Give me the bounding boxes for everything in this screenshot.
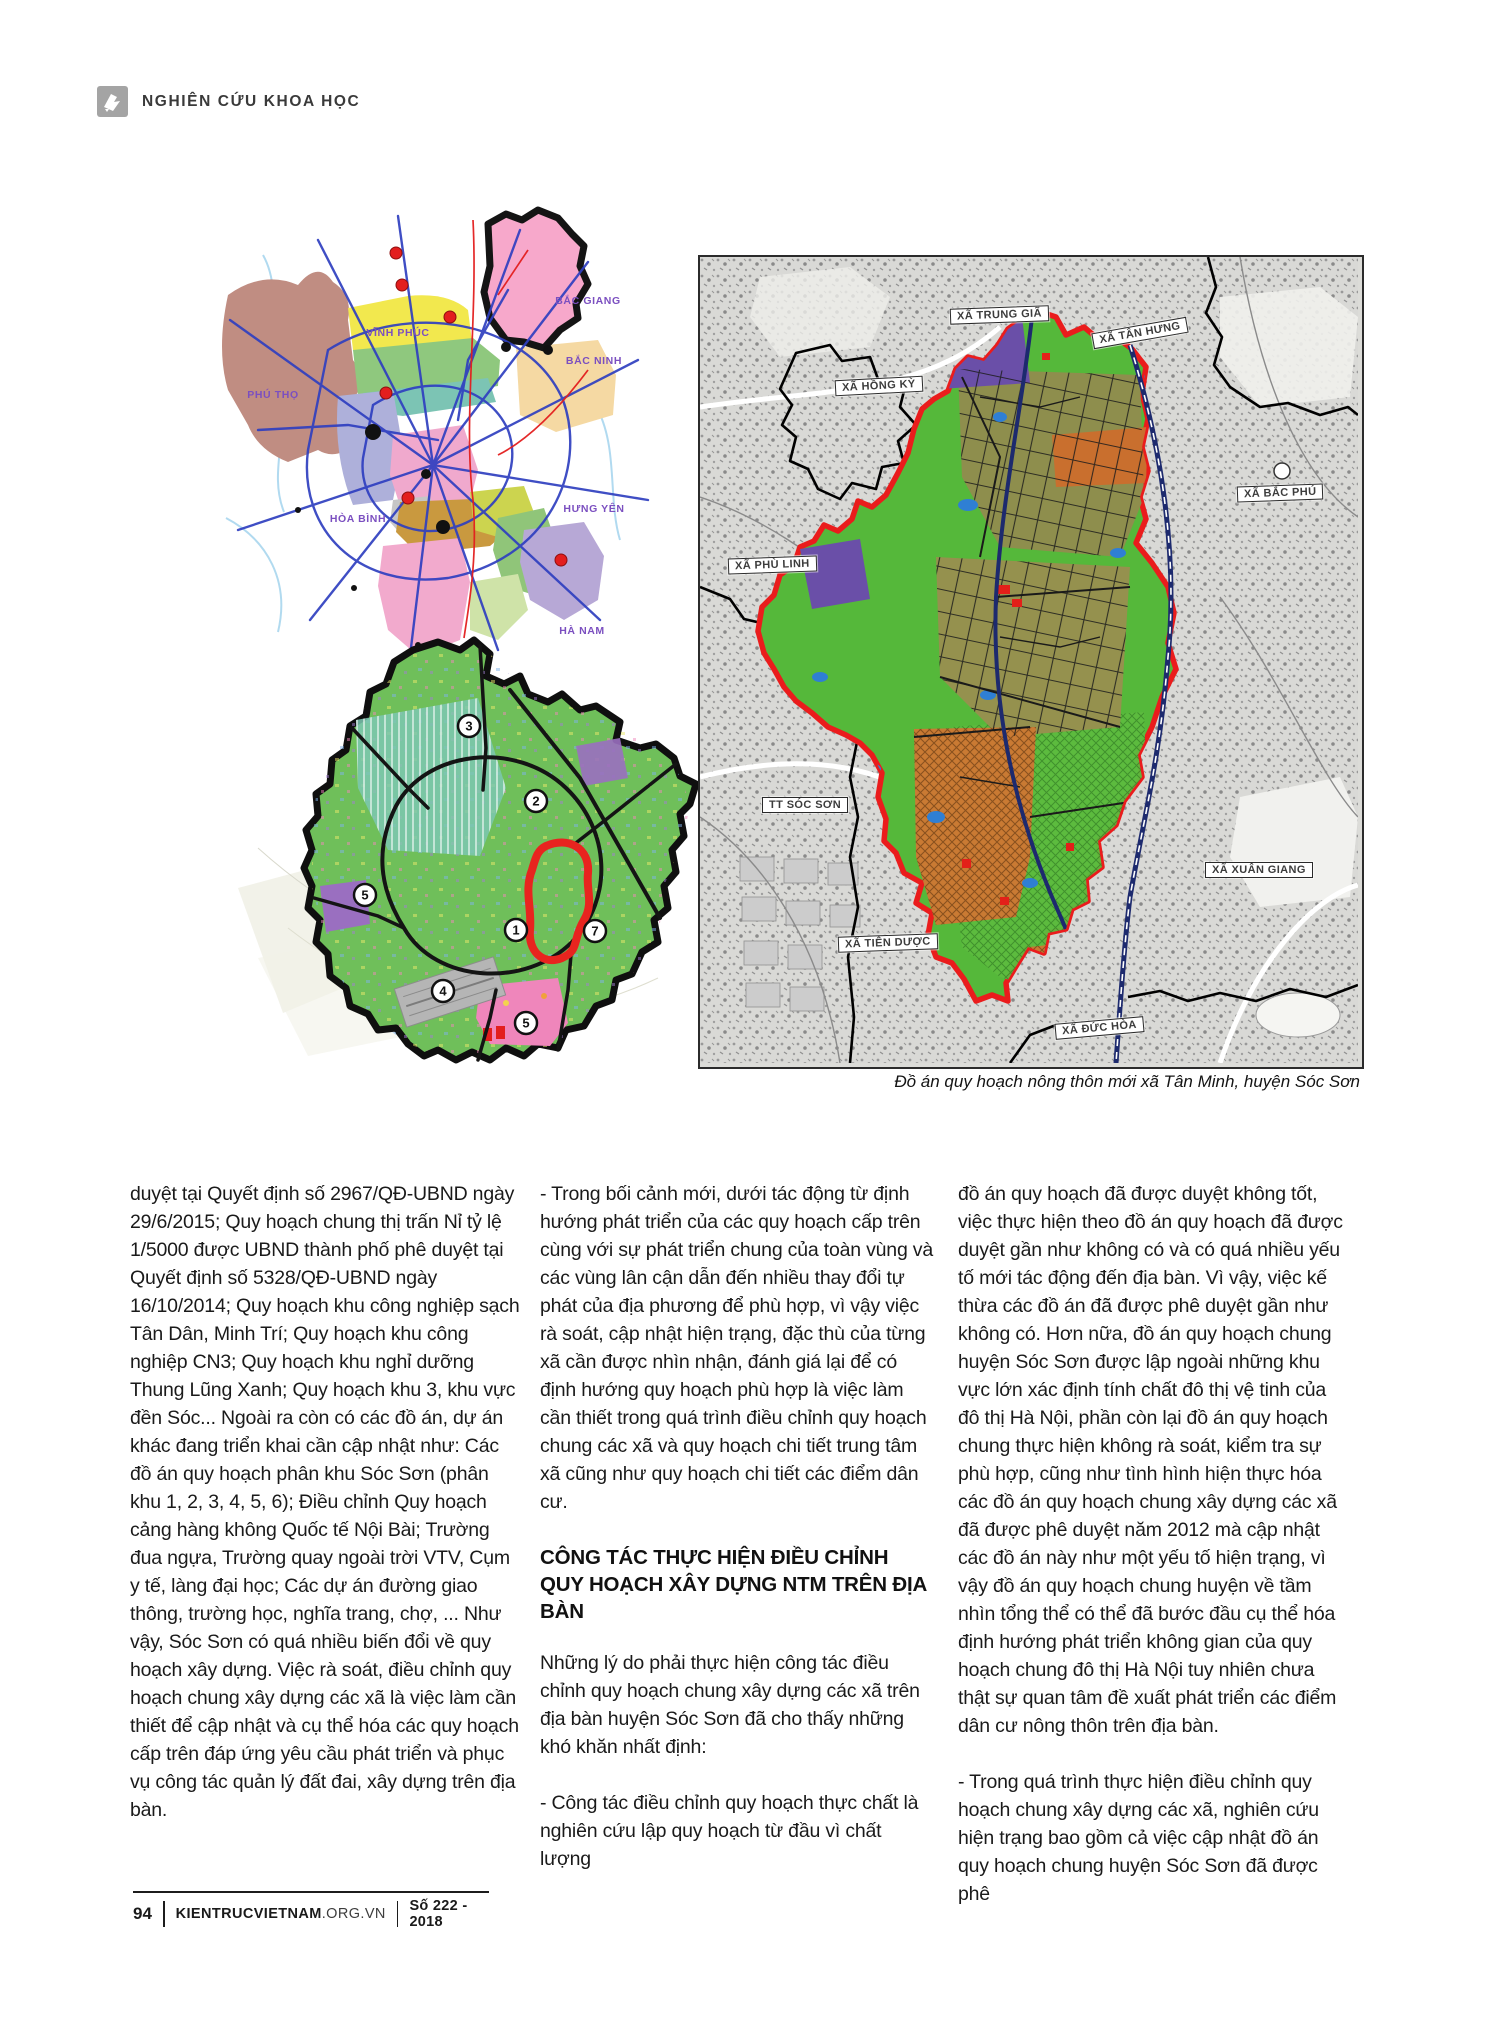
zone-marker <box>515 1012 537 1034</box>
journal-logo-icon <box>97 86 128 117</box>
text-column-1 <box>130 1180 523 1852</box>
map-label-phu-linh: XÃ PHÙ LINH <box>728 555 817 574</box>
route-marker <box>1274 463 1290 479</box>
airport-red-block <box>496 1026 505 1039</box>
zone-marker <box>584 920 606 942</box>
province-label-bac-giang: BẮC GIANG <box>555 295 621 307</box>
map-label-hong-ky: XÃ HỒNG KỲ <box>835 376 923 397</box>
text-column-2 <box>540 1180 933 1901</box>
page-header <box>97 86 360 117</box>
province-label-hung-yen: HƯNG YÊN <box>563 503 625 515</box>
regional-map-graphic <box>168 200 708 660</box>
zone-marker <box>505 919 527 941</box>
paragraph: - Trong quá trình thực hiện điều chỉnh quy hoạch chung xây dựng các xã, nghiên cứu hiện trạng bao gồm cả việc cập nhật đồ án quy hoạch chung huyện Sóc Sơn đã được phê <box>958 1771 1319 1905</box>
map-label-trung-gia: XÃ TRUNG GIÃ <box>950 305 1049 324</box>
map-label-duc-hoa: XÃ ĐỨC HÒA <box>1054 1016 1144 1040</box>
map-label-tien-duoc: XÃ TIÊN DƯỢC <box>838 933 938 952</box>
zone-number: 5 <box>522 1015 530 1031</box>
footer-divider <box>397 1901 399 1927</box>
map-label-tan-hung: XÃ TÂN HƯNG <box>1091 317 1188 349</box>
section-title: NGHIÊN CỨU KHOA HỌC <box>142 92 361 110</box>
province-label-ha-nam: HÀ NAM <box>559 625 605 637</box>
issue-number: Số 222 - 2018 <box>409 1898 468 1930</box>
section-heading: CÔNG TÁC THỰC HIỆN ĐIỀU CHỈNH QUY HOẠCH XÂY DỰNG NTM TRÊN ĐỊA BÀN <box>540 1546 927 1623</box>
commune-planning-map <box>698 255 1364 1069</box>
district-map-graphic <box>228 598 698 1068</box>
journal-website-name: KIENTRUCVIETNAM <box>175 1906 322 1922</box>
zone-marker <box>525 790 547 812</box>
zone-marker <box>354 884 376 906</box>
page-footer <box>133 1891 489 1930</box>
journal-website <box>176 1906 386 1922</box>
map-label-xuan-giang: XÃ XUÂN GIANG <box>1205 862 1313 878</box>
map-label-tt-soc-son: TT SÓC SƠN <box>762 797 848 813</box>
journal-website-domain: .ORG.VN <box>321 1906 386 1922</box>
zone-number: 5 <box>361 887 369 903</box>
paragraph: đồ án quy hoạch đã được duyệt không tốt, việc thực hiện theo đồ án quy hoạch đã được duyệt gần như không có và có quá nhiều yếu tố mới tác động đến địa bàn. Vì vậy, việc kế thừa các đồ án đã được phê duyệt gần như không có. Hơn nữa, đồ án quy hoạch chung huyện Sóc Sơn được lập ngoài những khu vực lớn xác định tính chất đô thị vệ tinh của đô thị Hà Nội, phần còn lại đồ án quy hoạch chung thực hiện không rà soát, kiểm tra sự phù hợp, cũng như tình hình hiện thực hóa các đồ án quy hoạch chung xây dựng các xã đã được phê duyệt năm 2012 mà cập nhật các đồ án này như một yếu tố hiện trạng, vì vậy đồ án quy hoạch chung huyện về tầm nhìn tổng thể có thể đã bước đầu cụ thể hóa định hướng phát triển không gian của quy hoạch chung đô thị Hà Nội tuy nhiên chưa thật sự quan tâm đề xuất phát triển các điểm dân cư nông thôn trên địa bàn. <box>958 1183 1343 1737</box>
zone-number: 1 <box>512 922 520 938</box>
province-label-phu-tho: PHÚ THỌ <box>247 389 299 401</box>
province-label-hoa-binh: HÒA BÌNH <box>329 513 387 525</box>
zone-marker <box>432 980 454 1002</box>
regional-planning-map <box>168 200 708 660</box>
district-planning-map <box>228 598 698 1068</box>
text-column-3 <box>958 1180 1351 1936</box>
figure-caption: Đồ án quy hoạch nông thôn mới xã Tân Minh, huyện Sóc Sơn <box>894 1072 1360 1091</box>
commune-map-graphic <box>700 257 1358 1063</box>
zone-number: 3 <box>465 718 473 734</box>
journal-logo-glyph <box>97 86 128 117</box>
paragraph: - Trong bối cảnh mới, dưới tác động từ định hướng phát triển của các quy hoạch cấp trên cùng với sự phát triển chung của toàn vùng và các vùng lân cận dẫn đến nhiều thay đổi tự phát của địa phương để phù hợp, vì vậy việc rà soát, cập nhật hiện trạng, đặc thù của từng xã cần được nhìn nhận, đánh giá lại để có định hướng quy hoạch phù hợp là việc làm cần thiết trong quá trình điều chỉnh quy hoạch chung các xã và quy hoạch chi tiết trung tâm xã cũng như quy hoạch chi tiết các điểm dân cư. <box>540 1183 934 1513</box>
paragraph: duyệt tại Quyết định số 2967/QĐ-UBND ngày 29/6/2015; Quy hoạch chung thị trấn Nỉ tỷ lệ 1/5000 được UBND thành phố phê duyệt tại Quyết định số 5328/QĐ-UBND ngày 16/10/2014; Quy hoạch khu công nghiệp sạch Tân Dân, Minh Trí; Quy hoạch khu công nghiệp CN3; Quy hoạch khu nghỉ dưỡng Thung Lũng Xanh; Quy hoạch khu 3, khu vực đền Sóc... Ngoài ra còn có các đồ án, dự án khác đang triển khai cần cập nhật như: Các đồ án quy hoạch phân khu Sóc Sơn (phân khu 1, 2, 3, 4, 5, 6); Điều chỉnh Quy hoạch cảng hàng không Quốc tế Nội Bài; Trường đua ngựa, Trường quay ngoài trời VTV, Cụm y tế, làng đại học; Các dự án đường giao thông, trường học, nghĩa trang, chợ, ... Như vậy, Sóc Sơn có quá nhiều biến đổi về quy hoạch xây dựng. Việc rà soát, điều chỉnh quy hoạch chung xây dựng các xã là việc làm cần thiết để cập nhật và cụ thể hóa các quy hoạch cấp trên đáp ứng yêu cầu phát triển và phục vụ công tác quản lý đất đai, xây dựng trên địa bàn. <box>130 1183 520 1821</box>
province-label-bac-ninh: BẮC NINH <box>565 355 623 367</box>
paragraph: - Công tác điều chỉnh quy hoạch thực chất là nghiên cứu lập quy hoạch từ đầu vì chất lượng <box>540 1792 919 1870</box>
page-number: 94 <box>133 1904 152 1923</box>
zone-number: 4 <box>439 983 447 999</box>
province-label-vinh-phuc: VĨNH PHÚC <box>366 327 430 339</box>
zone-marker <box>458 715 480 737</box>
zone-number: 7 <box>591 923 599 939</box>
footer-divider <box>163 1901 165 1927</box>
map-label-bac-phu: XÃ BẮC PHÚ <box>1237 483 1324 502</box>
zone-number: 2 <box>532 793 540 809</box>
paragraph: Những lý do phải thực hiện công tác điều chỉnh quy hoạch chung xây dựng các xã trên địa bàn huyện Sóc Sơn đã cho thấy những khó khăn nhất định: <box>540 1652 920 1758</box>
